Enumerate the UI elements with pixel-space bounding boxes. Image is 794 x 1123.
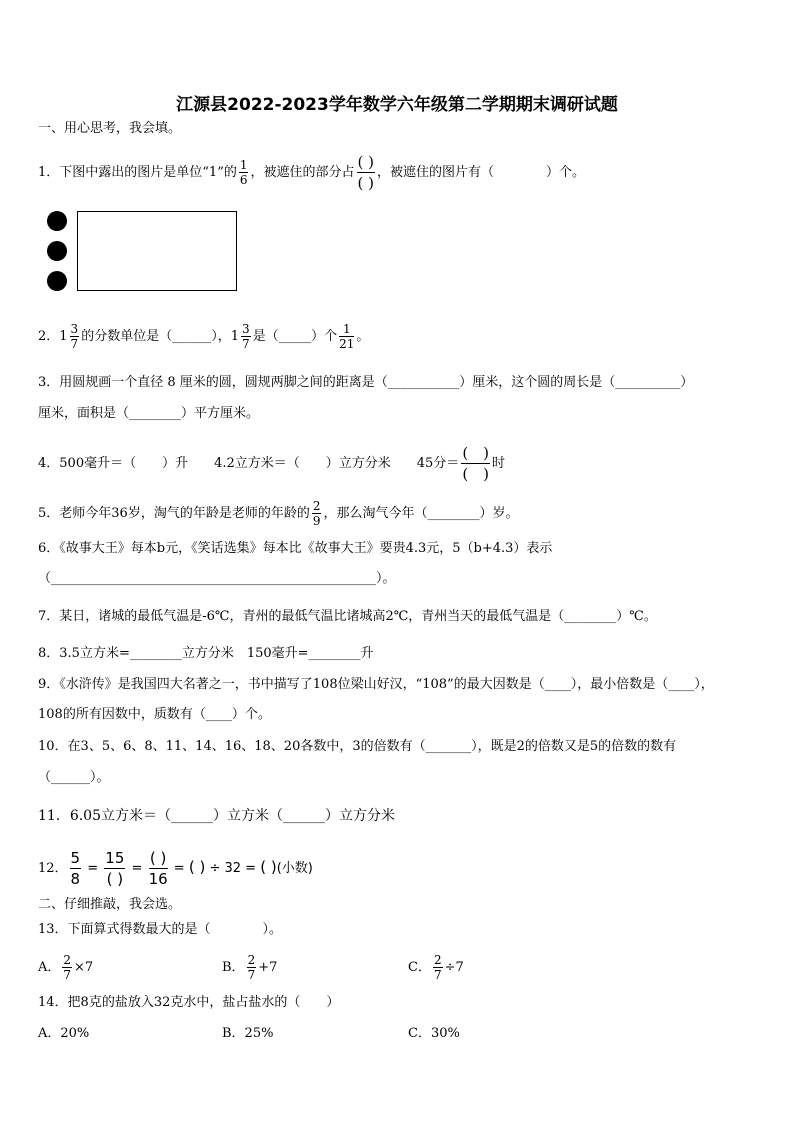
covering-rectangle [77, 211, 237, 291]
option-fraction: $\frac{2}{7}$ [247, 953, 256, 982]
q12-blank-decimal: ( ) [260, 858, 277, 876]
q2-text-d: 。 [356, 329, 370, 344]
question-1 [38, 152, 585, 193]
question-4 [38, 443, 505, 484]
question-3-line-2: 厘米，面积是（________）平方厘米。 [38, 406, 260, 421]
question-14: 14．把8克的盐放入32克水中，盐占盐水的（ ） [38, 995, 340, 1010]
option-fraction: $\frac{2}{7}$ [63, 953, 72, 982]
question-6-line-2: （__________________________________________________）。 [38, 571, 396, 586]
q2-fraction-2: $\frac{3}{7}$ [241, 322, 250, 351]
question-9-line-2: 108的所有因数中，质数有（____）个。 [38, 707, 271, 722]
q13-option-a [38, 953, 93, 982]
q12-fraction-5-8: $\frac{5}{8}$ [70, 849, 81, 888]
q12-fraction-15-blank: $\frac{15}{( )}$ [105, 849, 125, 888]
q1-fraction-blank: $\frac{( )}{( )}$ [357, 153, 374, 192]
option-operator: +7 [258, 960, 278, 975]
figure-dot [47, 241, 67, 261]
q2-text-c: 是（_____）个 [252, 329, 338, 344]
q12-fraction-blank-16: $\frac{( )}{16}$ [148, 849, 168, 888]
question-11: 11．6.05立方米＝（______）立方米（______）立方分米 [38, 808, 395, 824]
q2-fraction-3: $\frac{1}{21}$ [339, 322, 355, 351]
q5-text-b: ，那么淘气今年（________）岁。 [323, 506, 519, 521]
q2-text-b: 的分数单位是（______），1 [81, 329, 239, 344]
question-9-line-1: 9．《水浒传》是我国四大名著之一，书中描写了108位梁山好汉，“108”的最大因数是（____），最小倍数是（____）， [38, 677, 714, 692]
question-10-line-2: （______）。 [38, 770, 110, 785]
question-6-line-1: 6．《故事大王》每本b元，《笑话选集》每本比《故事大王》要贵4.3元，5（b+4.3）表示 [38, 541, 553, 556]
section-2-heading: 二、仔细推敲，我会选。 [38, 897, 182, 912]
q2-text-a: 2．1 [38, 329, 68, 344]
q1-fraction-one-sixth: $\frac{1}{6}$ [239, 158, 248, 187]
question-2 [38, 322, 369, 351]
question-12 [38, 848, 313, 889]
option-operator: ÷7 [444, 960, 464, 975]
q12-equals: = [87, 861, 99, 876]
q12-blank-dividend: ( ) [188, 858, 206, 876]
page-title: 江源县2022-2023学年数学六年级第二学期期末调研试题 [176, 95, 618, 115]
q2-fraction-1: $\frac{3}{7}$ [70, 322, 79, 351]
q4-text-a: 4．500毫升＝（ ）升 4.2立方米＝（ ）立方分米 45分＝ [38, 456, 460, 471]
option-fraction: $\frac{2}{7}$ [433, 953, 442, 982]
question-3-line-1: 3．用圆规画一个直径 8 厘米的圆，圆规两脚之间的距离是（___________）厘米，这个圆的周长是（__________） [38, 375, 694, 390]
section-1-heading: 一、用心思考，我会填。 [38, 121, 182, 136]
question-8: 8．3.5立方米=________立方分米 150毫升=________升 [38, 646, 374, 661]
q5-text-a: 5．老师今年36岁，淘气的年龄是老师的年龄的 [38, 506, 310, 521]
q1-text-pre: 1．下图中露出的图片是单位“1”的 [38, 165, 237, 180]
q12-label: 12． [38, 861, 68, 876]
question-13: 13．下面算式得数最大的是（ ）。 [38, 922, 283, 937]
q12-tail: (小数) [276, 861, 313, 876]
q5-fraction: $\frac{2}{9}$ [312, 499, 321, 528]
question-5 [38, 499, 518, 528]
q1-text-post: ，被遮住的图片有（ ）个。 [376, 165, 585, 180]
q12-divide-text: ÷ 32 = [209, 861, 257, 876]
option-label: A． [38, 960, 61, 975]
option-label: C． [408, 960, 431, 975]
question-7: 7．某日，诸城的最低气温是-6℃，青州的最低气温比诸城高2℃，青州当天的最低气温是（________）℃。 [38, 609, 657, 624]
q14-option-a: A．20% [38, 1026, 90, 1041]
q4-text-b: 时 [492, 456, 506, 471]
question-10-line-1: 10．在3、5、6、8、11、14、16、18、20各数中，3的倍数有（_______），既是2的倍数又是5的倍数的数有 [38, 739, 677, 754]
q4-fraction-blank: $\frac{( )}{( )}$ [462, 444, 490, 483]
figure-dot [47, 271, 67, 291]
q13-option-c [408, 953, 464, 982]
figure-dot [47, 211, 67, 231]
q13-option-b [222, 953, 277, 982]
q14-option-b: B．25% [222, 1026, 274, 1041]
q12-equals: = [131, 861, 143, 876]
option-operator: ×7 [74, 960, 94, 975]
q14-option-c: C．30% [408, 1026, 460, 1041]
option-label: B． [222, 960, 245, 975]
q1-text-mid: ，被遮住的部分占 [250, 165, 355, 180]
q12-equals: = [173, 861, 185, 876]
